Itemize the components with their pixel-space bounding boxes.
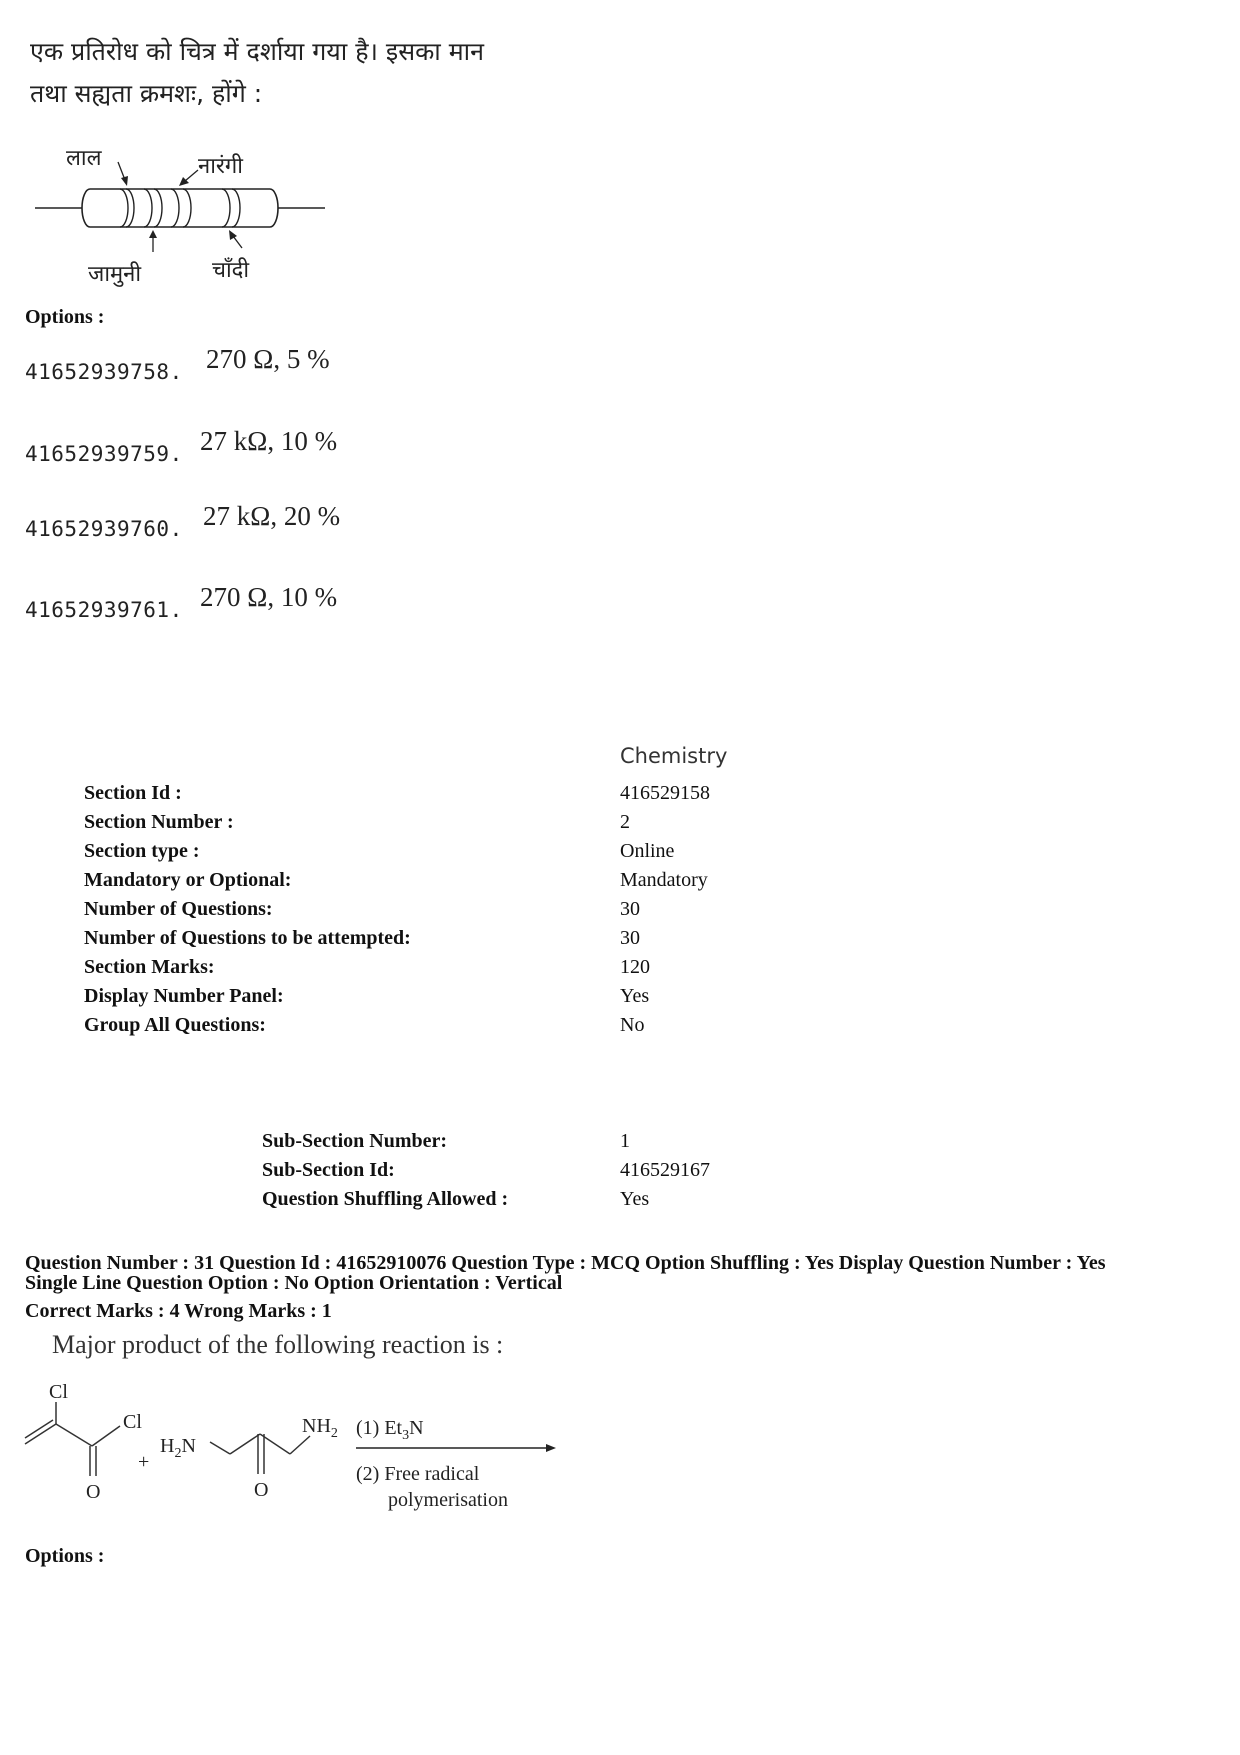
label-red: लाल [66,146,102,171]
question-marks: Correct Marks : 4 Wrong Marks : 1 [25,1300,332,1322]
subsection-field-label: Sub-Section Number: [262,1130,448,1152]
question-meta-line2: Single Line Question Option : No Option Orientation : Vertical [25,1272,563,1294]
section-field-value: Mandatory [620,869,708,891]
section-field-value: Yes [620,985,650,1007]
svg-text:(1) Et3N [356,1417,424,1443]
nh2-n: NH [302,1415,331,1437]
option-value: 270 Ω, 10 % [200,582,338,612]
plus-sign: + [138,1451,150,1473]
section-field-label: Group All Questions: [84,1014,266,1036]
label-silver: चाँदी [212,258,250,283]
section-name: Chemistry [620,744,728,768]
section-field-label: Number of Questions: [84,898,273,920]
cl-top: Cl [49,1381,68,1403]
section-field-label: Section Marks: [84,956,215,978]
section-field-value: 2 [620,811,630,833]
option-id: 41652939760. [25,517,183,541]
subsection-field-label: Sub-Section Id: [262,1159,395,1181]
section-field-value: 120 [620,956,650,978]
section-field-label: Display Number Panel: [84,985,284,1007]
h2n-h: H [160,1435,175,1457]
svg-text:H2N [160,1435,196,1461]
section-field-value: Online [620,840,675,862]
h2n-n: N [181,1435,196,1457]
section-field-value: 30 [620,898,640,920]
section-field-value: 30 [620,927,640,949]
section-field-label: Section Number : [84,811,234,833]
option-value: 270 Ω, 5 % [206,344,330,374]
step1-text: (1) Et [356,1417,403,1439]
section-field-value: No [620,1014,645,1036]
label-violet: जामुनी [88,262,142,287]
label-orange: नारंगी [198,154,243,179]
svg-text:NH2 [302,1415,338,1441]
step2-line2: polymerisation [388,1489,508,1511]
option-value: 27 kΩ, 10 % [200,426,338,456]
oxygen-right: O [254,1479,269,1501]
reaction-scheme [20,1380,560,1530]
oxygen-left: O [86,1481,101,1503]
options-label: Options : [25,306,105,328]
section-field-label: Mandatory or Optional: [84,869,292,891]
section-field-label: Number of Questions to be attempted: [84,927,411,949]
step2-line1: (2) Free radical [356,1463,480,1485]
question-hindi-line2: तथा सह्यता क्रमशः, होंगे : [30,79,263,108]
options-label-2: Options : [25,1545,105,1567]
step1-sub: 3 [402,1428,410,1443]
option-id: 41652939761. [25,598,183,622]
cl-right: Cl [123,1411,142,1433]
h2n-sub: 2 [174,1446,182,1461]
question-hindi-line1: एक प्रतिरोध को चित्र में दर्शाया गया है। इसका मान [30,37,485,66]
step1-n: N [409,1417,424,1439]
section-field-value: 416529158 [620,782,710,804]
subsection-field-value: 416529167 [620,1159,710,1181]
question-meta-line1: Question Number : 31 Question Id : 41652910076 Question Type : MCQ Option Shuffling : Yes Display Question Number : Yes [25,1252,1106,1274]
nh2-sub: 2 [330,1426,338,1441]
question-text: Major product of the following reaction is : [52,1330,504,1359]
subsection-field-value: Yes [620,1188,650,1210]
subsection-field-value: 1 [620,1130,630,1152]
subsection-field-label: Question Shuffling Allowed : [262,1188,509,1210]
section-field-label: Section type : [84,840,200,862]
option-id: 41652939759. [25,442,183,466]
option-value: 27 kΩ, 20 % [203,501,341,531]
option-id: 41652939758. [25,360,183,384]
section-field-label: Section Id : [84,782,182,804]
